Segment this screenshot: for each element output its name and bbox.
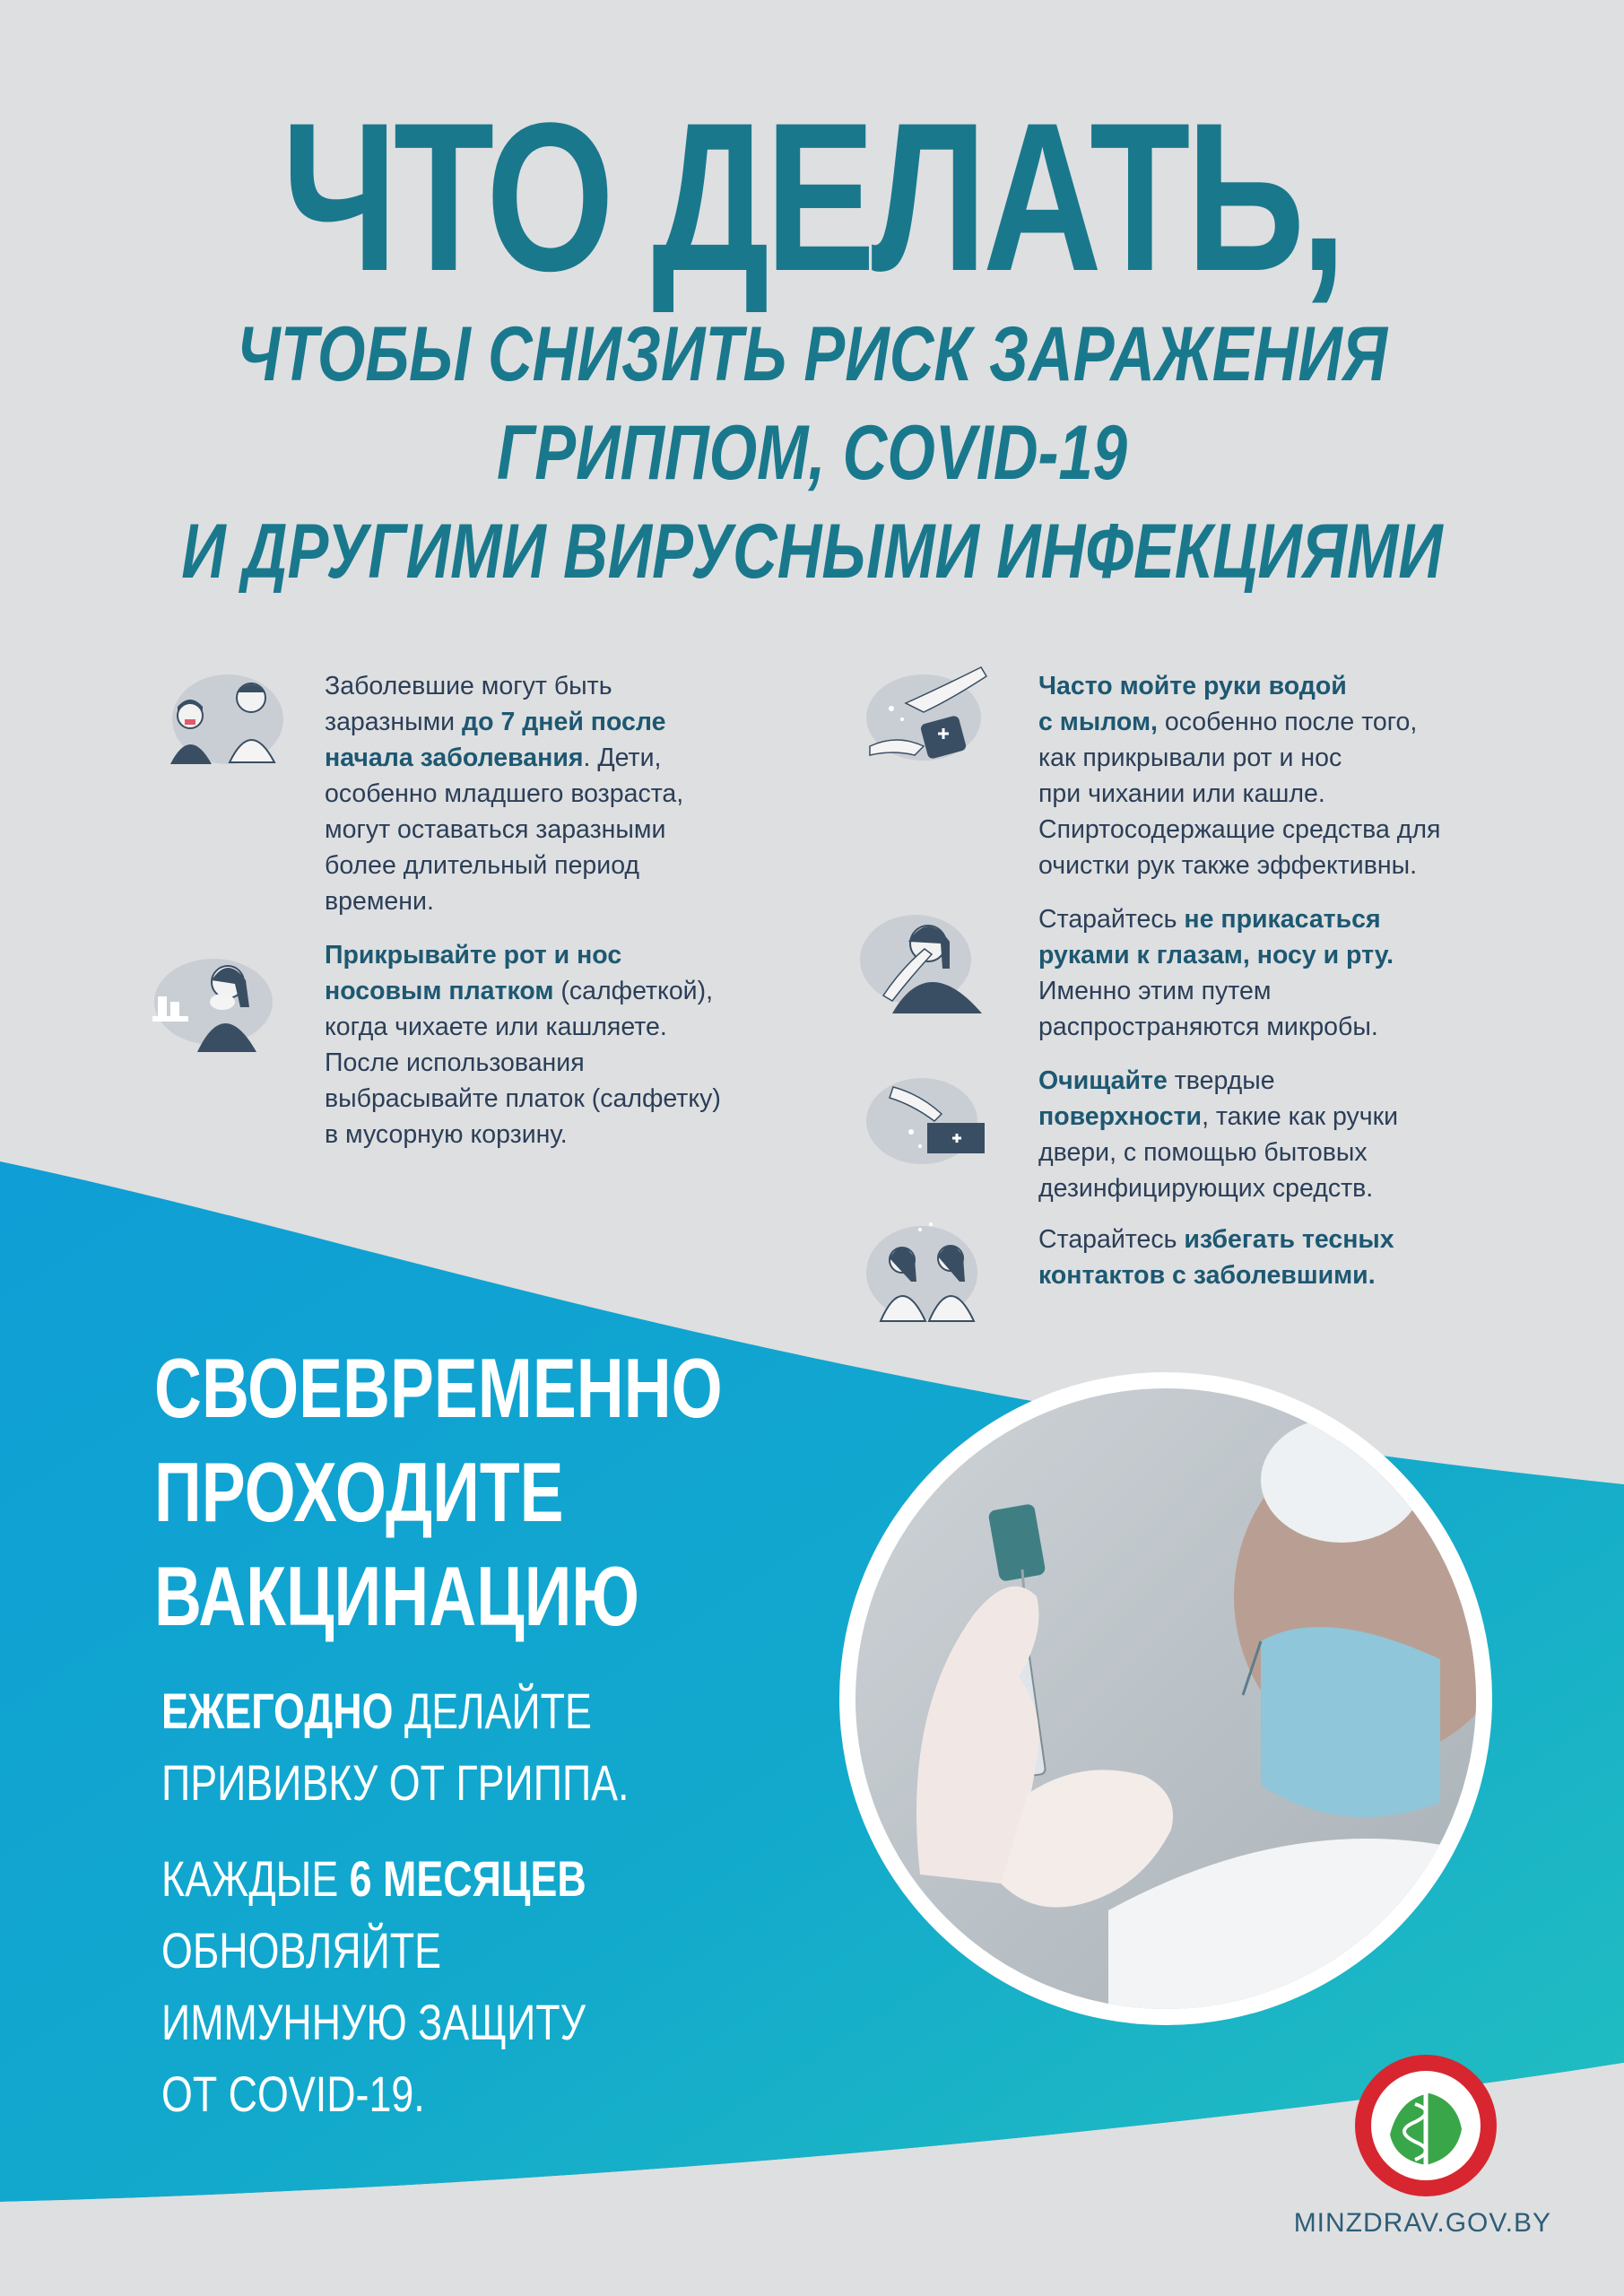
tip-avoid-contact-text: Старайтесь избегать тесных контактов с заболевшими. bbox=[1038, 1225, 1394, 1290]
vaccination-heading-line-3: ВАКЦИНАЦИЮ bbox=[154, 1549, 640, 1643]
ministry-of-health-emblem bbox=[1354, 2054, 1498, 2197]
sick-child-doctor-icon bbox=[154, 664, 289, 771]
page-subtitle bbox=[162, 305, 1462, 601]
vaccination-heading bbox=[154, 1336, 723, 1648]
subtitle-line-3: И ДРУГИМИ ВИРУСНЫМИ ИНФЕКЦИЯМИ bbox=[181, 509, 1443, 595]
avoid-contact-icon bbox=[863, 1215, 997, 1323]
tip-clean-surfaces-text: Очищайте твердые поверхности, такие как ручки двери, с помощью бытовых дезинфицирующих средств. bbox=[1038, 1066, 1399, 1203]
tip-touch-face-text: Старайтесь не прикасаться руками к глазам, носу и рту. Именно этим путем распространяются микробы. bbox=[1038, 905, 1394, 1041]
covid-vaccine-line-3: ИММУННУЮ ЗАЩИТУ bbox=[161, 1994, 586, 2050]
hand-sanitizer-icon bbox=[861, 664, 995, 771]
flu-vaccine-line-1: ЕЖЕГОДНО ДЕЛАЙТЕ bbox=[161, 1683, 592, 1739]
vaccination-heading-line-1: СВОЕВРЕМЕННО bbox=[154, 1341, 723, 1435]
clean-surface-icon bbox=[861, 1067, 995, 1175]
page-title: ЧТО ДЕЛАТЬ, bbox=[282, 79, 1342, 316]
cover-mouth-icon bbox=[143, 946, 278, 1054]
flu-vaccine-line-2: ПРИВИВКУ ОТ ГРИППА. bbox=[161, 1754, 630, 1811]
covid-vaccine-line-4: ОТ COVID-19. bbox=[161, 2066, 425, 2122]
covid-vaccine-line-2: ОБНОВЛЯЙТЕ bbox=[161, 1922, 442, 1979]
tip-contagious-text: Заболевшие могут быть заразными до 7 дней после начала заболевания. Дети, особенно младшего возраста, могут оставаться заразными более длительный период времени. bbox=[325, 672, 684, 916]
website-url: MINZDRAV.GOV.BY bbox=[1293, 2208, 1551, 2238]
covid-vaccine-line-1: КАЖДЫЕ 6 МЕСЯЦЕВ bbox=[161, 1850, 586, 1907]
subtitle-line-1: ЧТОБЫ СНИЗИТЬ РИСК ЗАРАЖЕНИЯ bbox=[236, 311, 1387, 397]
tip-cover-text: Прикрывайте рот и нос носовым платком (салфеткой), когда чихаете или кашляете. После использования выбрасывайте платок (салфетку) в мусорную корзину. bbox=[325, 941, 721, 1149]
touch-face-icon bbox=[856, 906, 991, 1013]
vaccine-syringe-photo bbox=[839, 1372, 1492, 2025]
vaccination-heading-line-2: ПРОХОДИТЕ bbox=[154, 1445, 564, 1539]
subtitle-line-2: ГРИППОМ, COVID-19 bbox=[497, 410, 1127, 496]
tip-wash-hands-text: Часто мойте руки водой с мылом, особенно после того, как прикрывали рот и нос при чихании или кашле. Спиртосодержащие средства для очистки рук также эффективны. bbox=[1038, 672, 1441, 880]
